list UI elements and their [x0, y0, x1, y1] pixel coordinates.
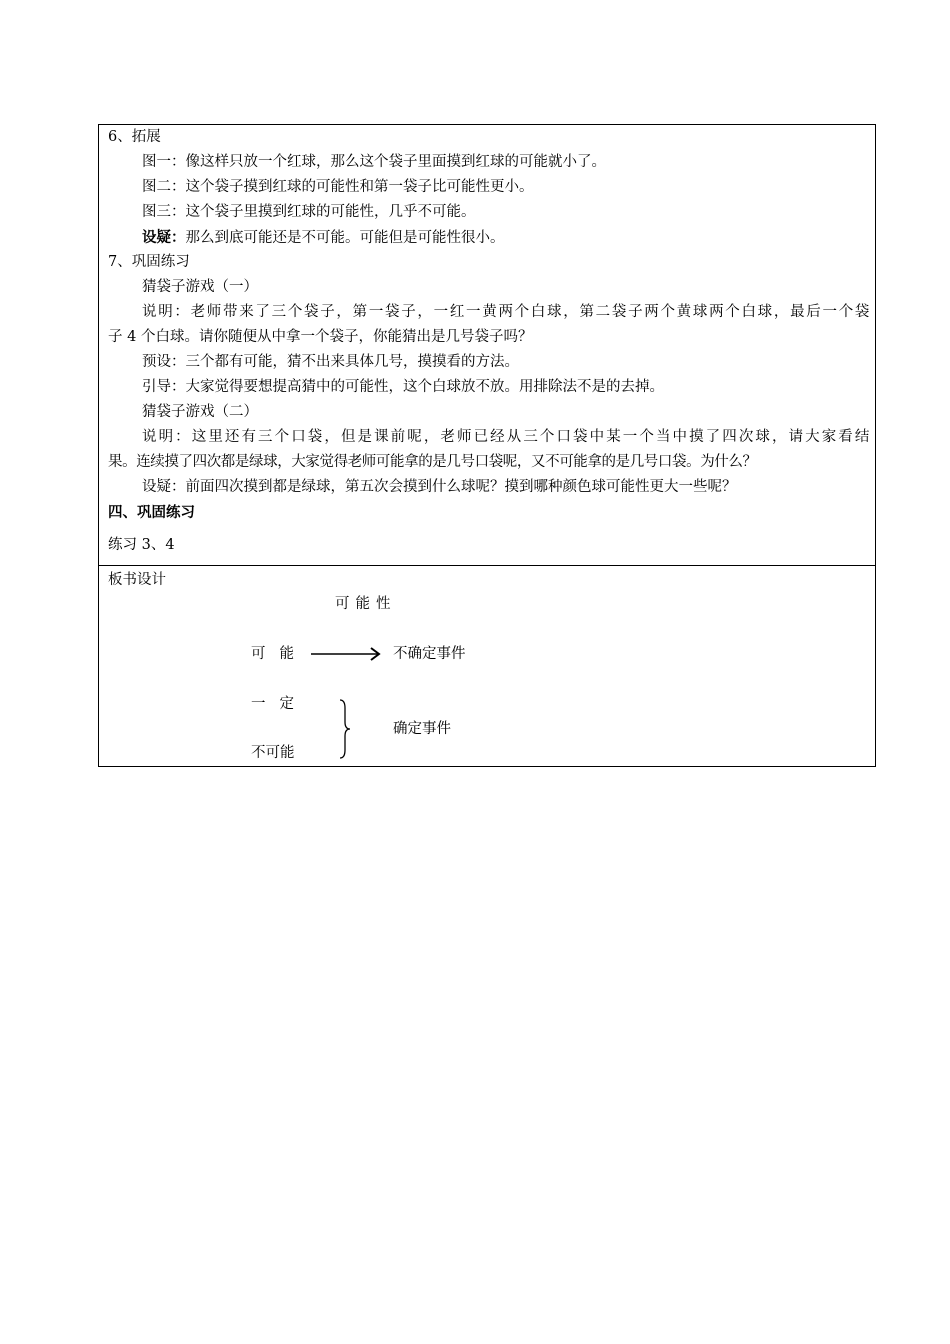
game2-desc-line2: 果。连续摸了四次都是绿球，大家觉得老师可能拿的是几号口袋呢，又不可能拿的是几号口袋。为什么？	[108, 454, 757, 470]
practice-heading: 7、巩固练习	[108, 254, 190, 270]
board-title: 可能性	[335, 596, 397, 612]
question-line	[142, 225, 869, 250]
figure3-text: 图三：这个袋子里摸到红球的可能性，几乎不可能。	[142, 204, 476, 220]
question-text: 那么到底可能还是不可能。可能但是可能性很小。	[185, 230, 505, 246]
board-certain-event: 确定事件	[393, 721, 451, 737]
game1-title: 猜袋子游戏（一）	[142, 279, 258, 295]
consolidate-heading: 四、巩固练习	[108, 504, 195, 521]
board-impossible: 不可能	[251, 745, 295, 761]
game2-desc-line1: 说明：这里还有三个口袋，但是课前呢，老师已经从三个口袋中某一个当中摸了四次球，请大家看结	[142, 429, 869, 445]
game1-preset: 预设：三个都有可能，猜不出来具体几号，摸摸看的方法。	[142, 354, 519, 370]
expand-heading: 6、拓展	[108, 129, 161, 145]
game1-desc-line2: 子 4 个白球。请你随便从中拿一个袋子，你能猜出是几号袋子吗？	[108, 329, 533, 345]
brace-icon	[337, 698, 353, 760]
question-label: 设疑：	[142, 229, 186, 246]
board-uncertain-event: 不确定事件	[393, 646, 466, 662]
lesson-table	[98, 124, 876, 767]
figure2-text: 图二：这个袋子摸到红球的可能性和第一袋子比可能性更小。	[142, 179, 534, 195]
game2-title: 猜袋子游戏（二）	[142, 404, 258, 420]
board-possible: 可能	[251, 646, 308, 662]
game1-desc-line1: 说明：老师带来了三个袋子，第一袋子，一红一黄两个白球，第二袋子两个黄球两个白球，最后一个袋	[142, 304, 869, 320]
game2-question: 设疑：前面四次摸到都是绿球，第五次会摸到什么球呢？摸到哪种颜色球可能性更大一些呢？	[142, 479, 737, 495]
exercise-text: 练习 3、4	[108, 537, 175, 553]
board-certain: 一定	[251, 696, 308, 712]
arrow-icon	[309, 646, 383, 662]
game1-guide: 引导：大家觉得要想提高猜中的可能性，这个白球放不放。用排除法不是的去掉。	[142, 379, 664, 395]
board-design-label: 板书设计	[108, 572, 166, 588]
lesson-content-cell	[99, 125, 875, 566]
board-design-cell	[99, 566, 875, 766]
figure1-text: 图一：像这样只放一个红球，那么这个袋子里面摸到红球的可能就小了。	[142, 154, 606, 170]
